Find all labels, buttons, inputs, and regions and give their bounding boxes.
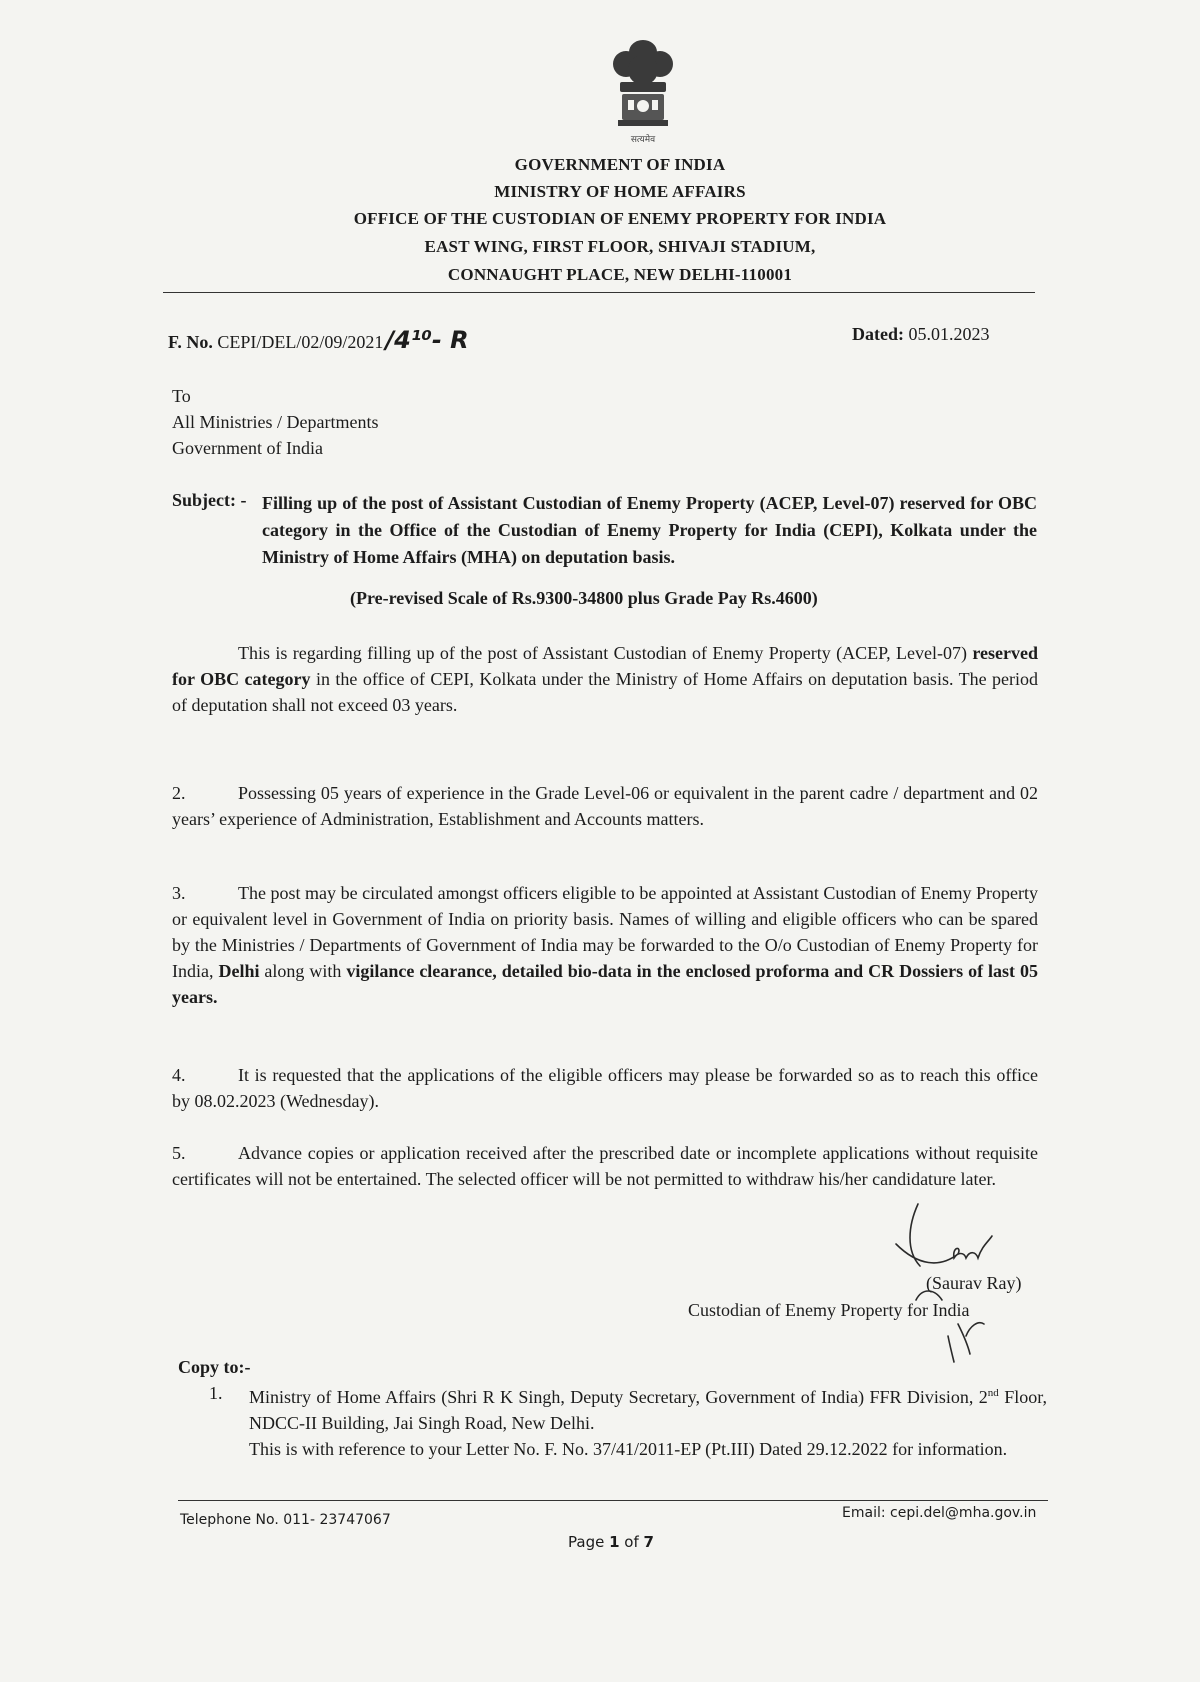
footer-email: Email: cepi.del@mha.gov.in <box>842 1505 1037 1521</box>
handwritten-file-suffix: /4¹⁰- R <box>385 326 469 354</box>
addressee-line2: Government of India <box>172 438 323 458</box>
copy-to-item: 1. Ministry of Home Affairs (Shri R K Singh, Deputy Secretary, Government of India) FFR Division, 2nd Floor, NDCC-II Building, Jai Singh Road, New Delhi. This is with reference to your Letter No. F. No. 37/41/2011-EP (Pt.III) Dated 29.12.2022 for information. <box>209 1383 1047 1459</box>
header-government: GOVERNMENT OF INDIA <box>514 155 726 174</box>
paragraph-5: 5. Advance copies or application received after the prescribed date or incomplete applications without requisite certificates will not be entertained. The selected officer will be not permitted to withdraw his/her candidature later. <box>172 1143 1038 1189</box>
paragraph-2: 2. Possessing 05 years of experience in the Grade Level-06 or equivalent in the parent cadre / department and 02 years’ experience of Administration, Establishment and Accounts matters. <box>172 783 1038 829</box>
file-number: F. No. CEPI/DEL/02/09/2021/4¹⁰- R <box>168 326 469 354</box>
signatory-name: (Saurav Ray) <box>926 1273 1022 1293</box>
national-emblem-icon <box>598 30 688 150</box>
addressee-to: To <box>172 386 191 406</box>
header-address-line1: EAST WING, FIRST FLOOR, SHIVAJI STADIUM, <box>424 237 816 256</box>
paragraph-4: 4. It is requested that the applications of the eligible officers may please be forwarded so as to reach this office by 08.02.2023 (Wednesday). <box>172 1065 1038 1111</box>
paragraph-3: 3. The post may be circulated amongst officers eligible to be appointed at Assistant Custodian of Enemy Property or equivalent level in Government of India on priority basis. Names of willing and eligible officers who can be spared by the Ministries / Departments of Government of India may be forwarded to the O/o Custodian of Enemy Property for India, Delhi along with vigilance clearance, detailed bio-data in the enclosed proforma and CR Dossiers of last 05 years. <box>172 883 1038 1007</box>
subject-pay-scale: (Pre-revised Scale of Rs.9300-34800 plus Grade Pay Rs.4600) <box>350 588 818 608</box>
signatory-designation: Custodian of Enemy Property for India <box>688 1300 970 1320</box>
header-ministry: MINISTRY OF HOME AFFAIRS <box>494 182 746 201</box>
subject-label: Subject: - <box>172 490 247 510</box>
page-number: Page 1 of 7 <box>568 1533 654 1551</box>
footer-divider <box>178 1500 1048 1501</box>
paragraph-1: This is regarding filling up of the post of Assistant Custodian of Enemy Property (ACEP, Level-07) reserved for OBC category in the office of CEPI, Kolkata under the Ministry of Home Affairs on deputation basis. The period of deputation shall not exceed 03 years. <box>172 643 1038 715</box>
svg-text:सत्यमेव: सत्यमेव <box>630 135 656 145</box>
dated: Dated: 05.01.2023 <box>852 324 990 344</box>
subject-text: Filling up of the post of Assistant Custodian of Enemy Property (ACEP, Level-07) reserved for OBC category in the Office of the Custodian of Enemy Property for India (CEPI), Kolkata under the Ministry of Home Affairs (MHA) on deputation basis. <box>262 493 1037 567</box>
copy-to-title: Copy to:- <box>178 1357 251 1377</box>
header-office: OFFICE OF THE CUSTODIAN OF ENEMY PROPERTY FOR INDIA <box>353 209 887 228</box>
header-divider <box>163 292 1035 293</box>
header-address-line2: CONNAUGHT PLACE, NEW DELHI-110001 <box>447 265 793 284</box>
addressee-line1: All Ministries / Departments <box>172 412 379 432</box>
footer-telephone: Telephone No. 011- 23747067 <box>180 1512 391 1528</box>
